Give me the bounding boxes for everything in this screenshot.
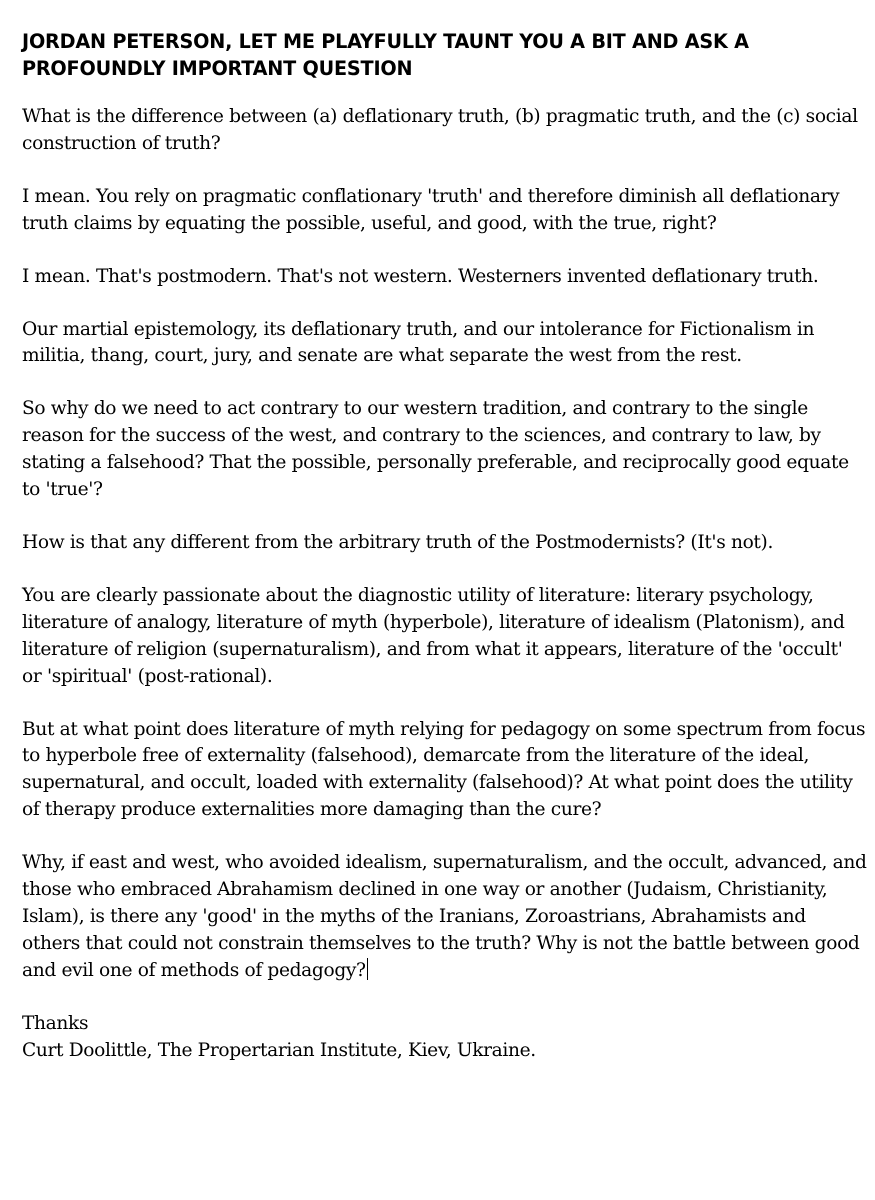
thanks-line: Thanks	[22, 1012, 89, 1034]
signoff	[22, 1011, 867, 1065]
text-cursor	[367, 958, 369, 980]
paragraph-9-text: Why, if east and west, who avoided idealism, supernaturalism, and the occult, advanced, and those who embraced Abrahamism declined in one way or another (Judaism, Christianity, Islam), is there any 'good' in the myths of the Iranians, Zoroastrians, Abrahamists and others that could not constrain themselves to the truth? Why is not the battle between good and evil one of methods of pedagogy?	[22, 852, 867, 981]
paragraph-1: What is the difference between (a) deflationary truth, (b) pragmatic truth, and the (c) social construction of truth?	[22, 106, 858, 154]
paragraph-9	[22, 850, 867, 985]
paragraph-8: But at what point does literature of myth relying for pedagogy on some spectrum from focus to hyperbole free of externality (falsehood), demarcate from the literature of the ideal, supernatural, and occult, loaded with externality (falsehood)? At what point does the utility of therapy produce externalities more damaging than the cure?	[22, 718, 866, 821]
paragraph-7: You are clearly passionate about the diagnostic utility of literature: literary psychology, literature of analogy, literature of myth (hyperbole), literature of idealism (Platonism), and literature of religion (supernaturalism), and from what it appears, literature of the 'occult' or 'spiritual' (post-rational).	[22, 584, 845, 687]
paragraph-5: So why do we need to act contrary to our western tradition, and contrary to the single reason for the success of the west, and contrary to the sciences, and contrary to law, by stating a falsehood? That the possible, personally preferable, and reciprocally good equate to 'true'?	[22, 398, 849, 501]
paragraph-2: I mean. You rely on pragmatic conflationary 'truth' and therefore diminish all deflationary truth claims by equating the possible, useful, and good, with the true, right?	[22, 185, 840, 234]
paragraph-4: Our martial epistemology, its deflationary truth, and our intolerance for Fictionalism in militia, thang, court, jury, and senate are what separate the west from the rest.	[22, 318, 815, 367]
paragraph-3: I mean. That's postmodern. That's not western. Westerners invented deflationary truth.	[22, 265, 819, 287]
document-title: JORDAN PETERSON, LET ME PLAYFULLY TAUNT YOU A BIT AND ASK A PROFOUNDLY IMPORTANT QUESTION	[22, 30, 749, 80]
document-page	[22, 28, 867, 1064]
paragraph-6: How is that any different from the arbitrary truth of the Postmodernists? (It's not).	[22, 531, 774, 553]
signature-line: Curt Doolittle, The Propertarian Institute, Kiev, Ukraine.	[22, 1039, 536, 1061]
